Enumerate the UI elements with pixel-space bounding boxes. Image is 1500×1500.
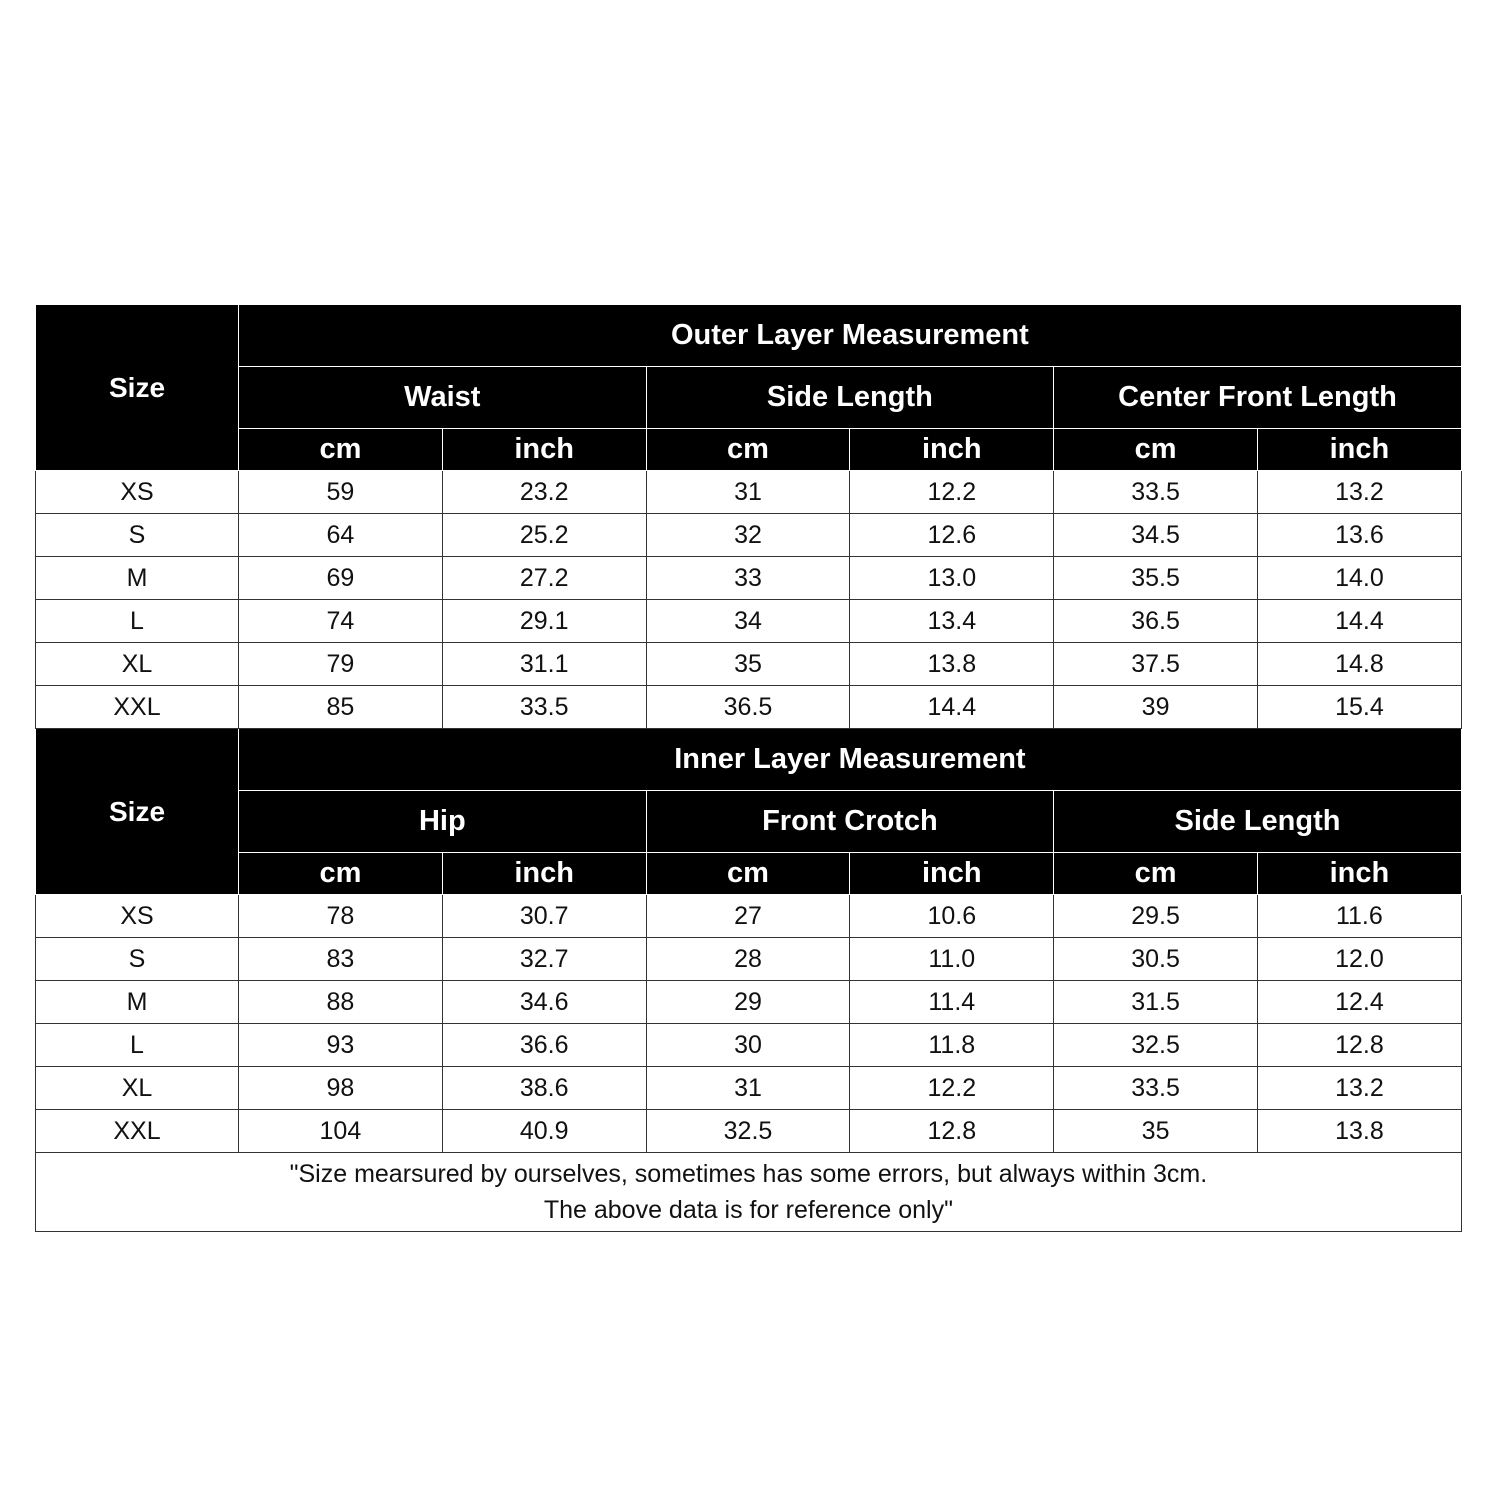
size-cell: M: [36, 981, 239, 1024]
table-cell: 59: [239, 471, 443, 514]
table-cell: 78: [239, 895, 443, 938]
table-cell: 13.8: [850, 643, 1054, 686]
table-cell: 69: [239, 557, 443, 600]
table-cell: 31: [646, 1067, 850, 1110]
unit-header: inch: [442, 853, 646, 895]
table-cell: 11.8: [850, 1024, 1054, 1067]
table-cell: 32.7: [442, 938, 646, 981]
table-cell: 14.8: [1257, 643, 1461, 686]
table-row: [36, 643, 1462, 686]
table-row: [36, 514, 1462, 557]
table-row: [36, 1067, 1462, 1110]
table-cell: 12.6: [850, 514, 1054, 557]
table-cell: 11.6: [1257, 895, 1461, 938]
table-cell: 13.8: [1257, 1110, 1461, 1153]
unit-header: inch: [1257, 853, 1461, 895]
size-cell: XL: [36, 1067, 239, 1110]
size-cell: XS: [36, 471, 239, 514]
table-cell: 83: [239, 938, 443, 981]
inner-title: Inner Layer Measurement: [239, 729, 1462, 791]
table-cell: 31: [646, 471, 850, 514]
table-cell: 12.8: [850, 1110, 1054, 1153]
table-cell: 14.4: [1257, 600, 1461, 643]
table-cell: 25.2: [442, 514, 646, 557]
table-cell: 12.2: [850, 471, 1054, 514]
inner-measure-side-length: Side Length: [1054, 791, 1462, 853]
table-row: [36, 1024, 1462, 1067]
table-cell: 14.4: [850, 686, 1054, 729]
size-chart: [35, 304, 1462, 1232]
outer-section: [36, 305, 1462, 729]
outer-measure-center-front-length: Center Front Length: [1054, 367, 1462, 429]
size-cell: XXL: [36, 1110, 239, 1153]
inner-measure-front-crotch: Front Crotch: [646, 791, 1054, 853]
table-cell: 30: [646, 1024, 850, 1067]
size-cell: S: [36, 514, 239, 557]
unit-header: cm: [239, 853, 443, 895]
table-cell: 11.0: [850, 938, 1054, 981]
inner-size-header: Size: [36, 729, 239, 895]
table-row: [36, 600, 1462, 643]
table-cell: 32.5: [646, 1110, 850, 1153]
table-cell: 37.5: [1054, 643, 1258, 686]
table-cell: 34.6: [442, 981, 646, 1024]
table-cell: 12.2: [850, 1067, 1054, 1110]
table-cell: 29.1: [442, 600, 646, 643]
table-cell: 38.6: [442, 1067, 646, 1110]
table-cell: 34: [646, 600, 850, 643]
table-cell: 32: [646, 514, 850, 557]
table-cell: 13.2: [1257, 471, 1461, 514]
table-cell: 29.5: [1054, 895, 1258, 938]
unit-header: inch: [1257, 429, 1461, 471]
table-cell: 12.4: [1257, 981, 1461, 1024]
size-cell: XS: [36, 895, 239, 938]
disclaimer-note: [36, 1153, 1462, 1232]
size-cell: S: [36, 938, 239, 981]
unit-header: cm: [646, 429, 850, 471]
table-cell: 15.4: [1257, 686, 1461, 729]
unit-header: cm: [1054, 429, 1258, 471]
table-cell: 31.5: [1054, 981, 1258, 1024]
table-row: [36, 938, 1462, 981]
table-cell: 74: [239, 600, 443, 643]
table-cell: 29: [646, 981, 850, 1024]
unit-header: cm: [239, 429, 443, 471]
table-cell: 14.0: [1257, 557, 1461, 600]
table-cell: 36.5: [1054, 600, 1258, 643]
disclaimer-line-1: "Size mearsured by ourselves, sometimes has some errors, but always within 3cm.: [289, 1160, 1208, 1188]
table-cell: 98: [239, 1067, 443, 1110]
table-cell: 33.5: [1054, 471, 1258, 514]
table-cell: 85: [239, 686, 443, 729]
unit-header: inch: [442, 429, 646, 471]
table-cell: 12.0: [1257, 938, 1461, 981]
table-cell: 39: [1054, 686, 1258, 729]
table-cell: 36.6: [442, 1024, 646, 1067]
table-cell: 40.9: [442, 1110, 646, 1153]
table-cell: 33.5: [1054, 1067, 1258, 1110]
table-cell: 88: [239, 981, 443, 1024]
table-cell: 27.2: [442, 557, 646, 600]
table-row: [36, 471, 1462, 514]
table-row: [36, 557, 1462, 600]
table-cell: 27: [646, 895, 850, 938]
unit-header: inch: [850, 853, 1054, 895]
table-cell: 79: [239, 643, 443, 686]
table-cell: 10.6: [850, 895, 1054, 938]
table-cell: 93: [239, 1024, 443, 1067]
table-cell: 33: [646, 557, 850, 600]
unit-header: inch: [850, 429, 1054, 471]
size-cell: XL: [36, 643, 239, 686]
table-row: [36, 1110, 1462, 1153]
outer-measure-side-length: Side Length: [646, 367, 1054, 429]
size-cell: M: [36, 557, 239, 600]
table-row: [36, 981, 1462, 1024]
table-row: [36, 686, 1462, 729]
outer-size-header: Size: [36, 305, 239, 471]
outer-measure-waist: Waist: [239, 367, 647, 429]
table-cell: 35: [1054, 1110, 1258, 1153]
table-cell: 35: [646, 643, 850, 686]
size-cell: L: [36, 600, 239, 643]
inner-unit-row: [36, 853, 1462, 895]
table-cell: 28: [646, 938, 850, 981]
outer-title: Outer Layer Measurement: [239, 305, 1462, 367]
table-cell: 35.5: [1054, 557, 1258, 600]
unit-header: cm: [646, 853, 850, 895]
outer-unit-row: [36, 429, 1462, 471]
table-cell: 104: [239, 1110, 443, 1153]
table-cell: 33.5: [442, 686, 646, 729]
inner-measure-hip: Hip: [239, 791, 647, 853]
table-cell: 13.0: [850, 557, 1054, 600]
table-cell: 30.7: [442, 895, 646, 938]
unit-header: cm: [1054, 853, 1258, 895]
size-cell: L: [36, 1024, 239, 1067]
table-cell: 34.5: [1054, 514, 1258, 557]
table-cell: 32.5: [1054, 1024, 1258, 1067]
table-cell: 12.8: [1257, 1024, 1461, 1067]
table-row: [36, 895, 1462, 938]
table-cell: 30.5: [1054, 938, 1258, 981]
table-cell: 36.5: [646, 686, 850, 729]
table-cell: 13.2: [1257, 1067, 1461, 1110]
inner-section: [36, 729, 1462, 1232]
table-cell: 11.4: [850, 981, 1054, 1024]
table-cell: 13.6: [1257, 514, 1461, 557]
table-cell: 23.2: [442, 471, 646, 514]
disclaimer-line-2: The above data is for reference only": [543, 1196, 953, 1224]
table-cell: 64: [239, 514, 443, 557]
table-cell: 13.4: [850, 600, 1054, 643]
size-cell: XXL: [36, 686, 239, 729]
table-cell: 31.1: [442, 643, 646, 686]
